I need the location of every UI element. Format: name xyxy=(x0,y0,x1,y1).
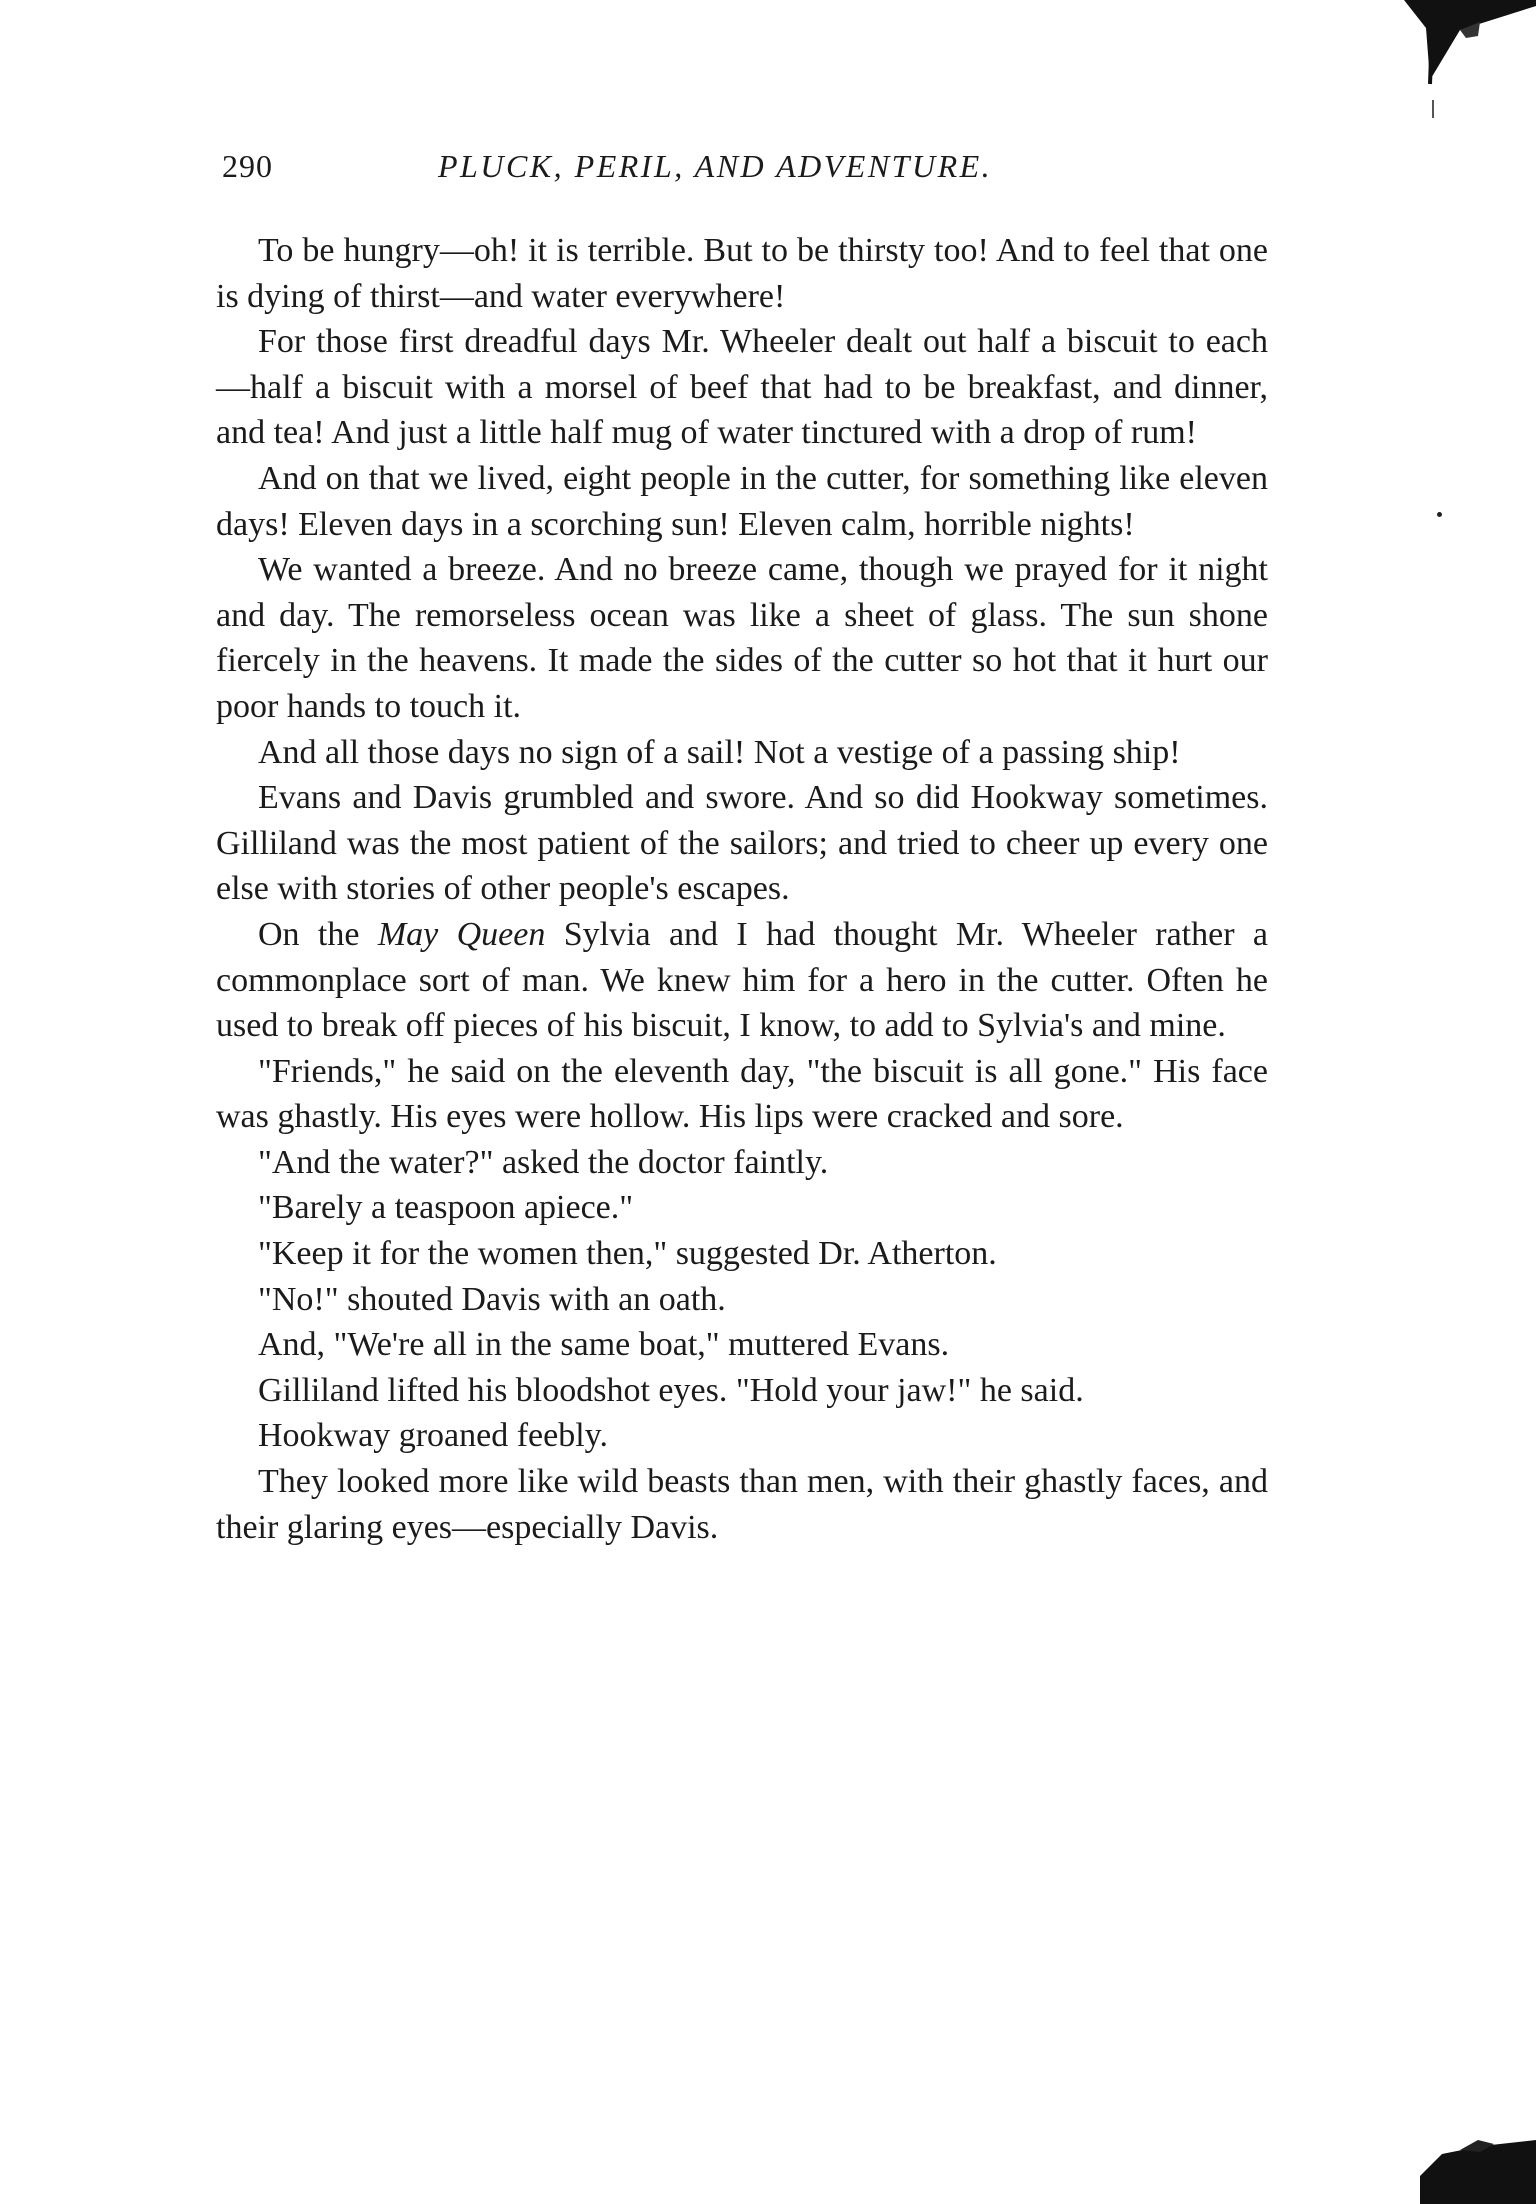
paragraph-7-rest: Sylvia and I had thought Mr. Wheeler rather a commonplace sort of man. We knew him for a hero in the cutter. Often he used to break off pieces of his biscuit, I know, to add to Sylvia's and mine. xyxy=(216,915,1268,1045)
paragraph-13: And, "We're all in the same boat," muttered Evans. xyxy=(258,1326,950,1364)
paragraph-5: And all those days no sign of a sail! Not a vestige of a passing ship! xyxy=(258,733,1181,771)
body-text xyxy=(216,228,1268,1550)
paragraph-15: Hookway groaned feebly. xyxy=(258,1417,608,1455)
scan-ink-blot xyxy=(1420,2110,1536,2204)
paragraph-14: Gilliland lifted his bloodshot eyes. "Hold your jaw!" he said. xyxy=(258,1371,1084,1409)
paragraph-7-start: On the xyxy=(258,915,378,953)
page-number: 290 xyxy=(222,148,273,184)
paragraph-11: "Keep it for the women then," suggested Dr. Atherton. xyxy=(258,1235,997,1273)
paragraph-6: Evans and Davis grumbled and swore. And so did Hookway sometimes. Gilliland was the most patient of the sailors; and tried to cheer up every one else with stories of other people's escapes. xyxy=(216,779,1268,908)
paragraph-10: "Barely a teaspoon apiece." xyxy=(258,1189,634,1227)
scan-speck xyxy=(1437,512,1442,517)
scan-corner-mark xyxy=(1400,0,1536,120)
paragraph-3: And on that we lived, eight people in the cutter, for something like eleven days! Eleven days in a scorching sun! Eleven calm, horrible nights! xyxy=(216,459,1268,543)
paragraph-16: They looked more like wild beasts than men, with their ghastly faces, and their glaring eyes—especially Davis. xyxy=(216,1463,1268,1546)
ship-name: May Queen xyxy=(377,915,546,953)
running-head xyxy=(222,148,1272,198)
scan-tick-mark xyxy=(1432,100,1434,118)
paragraph-2: For those first dreadful days Mr. Wheeler dealt out half a biscuit to each—half a biscuit with a morsel of beef that had to be breakfast, and dinner, and tea! And just a little half mug of water tinctured with a drop of rum! xyxy=(216,323,1268,452)
paragraph-12: "No!" shouted Davis with an oath. xyxy=(258,1280,726,1318)
paragraph-7 xyxy=(216,912,1268,1049)
paragraph-4: We wanted a breeze. And no breeze came, though we prayed for it night and day. The remorseless ocean was like a sheet of glass. The sun shone fiercely in the heavens. It made the sides of the cutter so hot that it hurt our poor hands to touch it. xyxy=(216,551,1268,725)
paragraph-1: To be hungry—oh! it is terrible. But to be thirsty too! And to feel that one is dying of thirst—and water everywhere! xyxy=(216,232,1268,315)
paragraph-9: "And the water?" asked the doctor faintly. xyxy=(258,1143,829,1181)
running-title: PLUCK, PERIL, AND ADVENTURE. xyxy=(438,148,993,184)
paragraph-8: "Friends," he said on the eleventh day, "the biscuit is all gone." His face was ghastly. His eyes were hollow. His lips were cracked and sore. xyxy=(216,1052,1268,1136)
